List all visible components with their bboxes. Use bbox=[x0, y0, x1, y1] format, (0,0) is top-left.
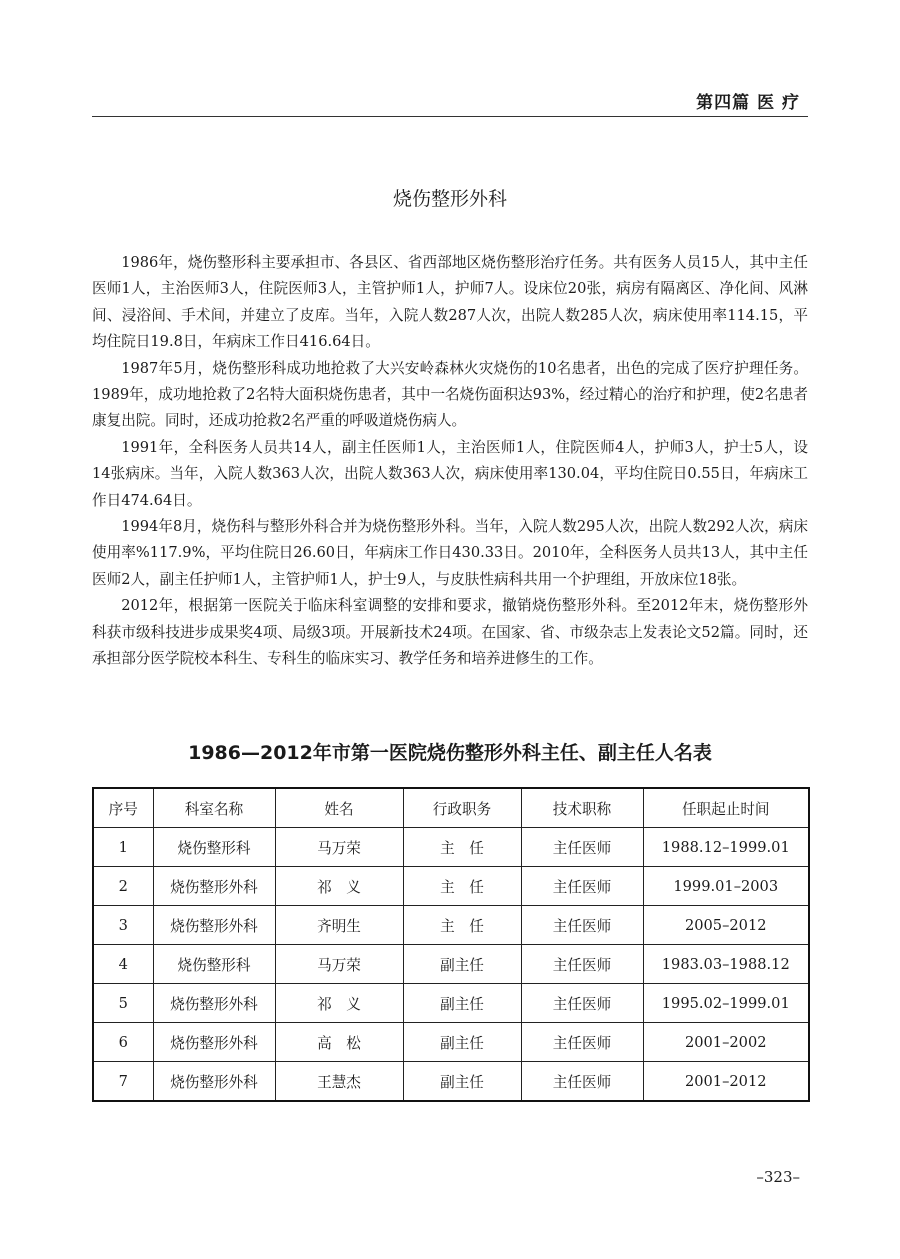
cell-admin-title: 主 任 bbox=[403, 828, 521, 867]
cell-tech-title: 主任医师 bbox=[521, 984, 643, 1023]
cell-tech-title: 主任医师 bbox=[521, 828, 643, 867]
cell-index: 7 bbox=[93, 1062, 153, 1102]
cell-index: 2 bbox=[93, 867, 153, 906]
paragraph: 1986年，烧伤整形科主要承担市、各县区、省西部地区烧伤整形治疗任务。共有医务人员15人，其中主任医师1人，主治医师3人，住院医师3人，主管护师1人，护师7人。设床位20张，病房有隔离区、净化间、风淋间、浸浴间、手术间，并建立了皮库。当年，入院人数287人次，出院人数285人次，病床使用率114.15，平均住院日19.8日，年病床工作日416.64日。 bbox=[92, 254, 808, 351]
paragraph: 1994年8月，烧伤科与整形外科合并为烧伤整形外科。当年，入院人数295人次，出院人数292人次，病床使用率%117.9%，平均住院日26.60日，年病床工作日430.33日。2010年，全科医务人员共13人，其中主任医师2人，副主任护师1人，主管护师1人，护士9人，与皮肤性病科共用一个护理组，开放床位18张。 bbox=[92, 518, 808, 588]
header-admin-title: 行政职务 bbox=[403, 788, 521, 828]
header-tech-title: 技术职称 bbox=[521, 788, 643, 828]
table-row bbox=[93, 1023, 809, 1062]
cell-department: 烧伤整形外科 bbox=[153, 984, 275, 1023]
header-department: 科室名称 bbox=[153, 788, 275, 828]
cell-name: 祁 义 bbox=[275, 984, 403, 1023]
cell-department: 烧伤整形科 bbox=[153, 828, 275, 867]
table-title: 1986—2012年市第一医院烧伤整形外科主任、副主任人名表 bbox=[188, 742, 712, 764]
cell-name: 马万荣 bbox=[275, 945, 403, 984]
cell-department: 烧伤整形外科 bbox=[153, 867, 275, 906]
cell-term: 1995.02–1999.01 bbox=[643, 984, 809, 1023]
cell-term: 1983.03–1988.12 bbox=[643, 945, 809, 984]
cell-admin-title: 副主任 bbox=[403, 945, 521, 984]
cell-term: 2005–2012 bbox=[643, 906, 809, 945]
cell-admin-title: 副主任 bbox=[403, 1023, 521, 1062]
running-header: 第四篇 医 疗 bbox=[696, 93, 800, 113]
header-term: 任职起止时间 bbox=[643, 788, 809, 828]
cell-admin-title: 副主任 bbox=[403, 984, 521, 1023]
cell-department: 烧伤整形外科 bbox=[153, 1023, 275, 1062]
cell-admin-title: 主 任 bbox=[403, 906, 521, 945]
table-row bbox=[93, 828, 809, 867]
cell-department: 烧伤整形外科 bbox=[153, 1062, 275, 1102]
section-title: 烧伤整形外科 bbox=[392, 188, 507, 210]
cell-name: 高 松 bbox=[275, 1023, 403, 1062]
table-header-row bbox=[93, 788, 809, 828]
paragraph: 1991年，全科医务人员共14人，副主任医师1人，主治医师1人，住院医师4人，护师3人，护士5人，设14张病床。当年，入院人数363人次，出院人数363人次，病床使用率130.04，平均住院日0.55日，年病床工作日474.64日。 bbox=[92, 438, 808, 509]
cell-term: 2001–2002 bbox=[643, 1023, 809, 1062]
cell-index: 1 bbox=[93, 828, 153, 867]
cell-name: 马万荣 bbox=[275, 828, 403, 867]
paragraph: 2012年，根据第一医院关于临床科室调整的安排和要求，撤销烧伤整形外科。至2012年末，烧伤整形外科获市级科技进步成果奖4项、局级3项。开展新技术24项。在国家、省、市级杂志上发表论文52篇。同时，还承担部分医学院校本科生、专科生的临床实习、教学任务和培养进修生的工作。 bbox=[92, 597, 808, 668]
cell-index: 4 bbox=[93, 945, 153, 984]
paragraph: 1987年5月，烧伤整形科成功地抢救了大兴安岭森林火灾烧伤的10名患者，出色的完成了医疗护理任务。1989年，成功地抢救了2名特大面积烧伤患者，其中一名烧伤面积达93%，经过精心的治疗和护理，使2名患者康复出院。同时，还成功抢救2名严重的呼吸道烧伤病人。 bbox=[92, 359, 808, 430]
cell-tech-title: 主任医师 bbox=[521, 1023, 643, 1062]
cell-department: 烧伤整形科 bbox=[153, 945, 275, 984]
header-index: 序号 bbox=[93, 788, 153, 828]
cell-term: 1999.01–2003 bbox=[643, 867, 809, 906]
cell-name: 王慧杰 bbox=[275, 1062, 403, 1102]
table-row bbox=[93, 945, 809, 984]
cell-department: 烧伤整形外科 bbox=[153, 906, 275, 945]
body-text bbox=[92, 250, 808, 673]
table-row bbox=[93, 1062, 809, 1102]
cell-name: 祁 义 bbox=[275, 867, 403, 906]
table-row bbox=[93, 906, 809, 945]
cell-admin-title: 主 任 bbox=[403, 867, 521, 906]
cell-admin-title: 副主任 bbox=[403, 1062, 521, 1102]
cell-index: 6 bbox=[93, 1023, 153, 1062]
cell-term: 2001–2012 bbox=[643, 1062, 809, 1102]
page-number: –323– bbox=[756, 1168, 800, 1186]
cell-index: 3 bbox=[93, 906, 153, 945]
director-table bbox=[92, 787, 810, 1102]
cell-index: 5 bbox=[93, 984, 153, 1023]
header-rule bbox=[92, 116, 808, 117]
header-name: 姓名 bbox=[275, 788, 403, 828]
cell-tech-title: 主任医师 bbox=[521, 867, 643, 906]
cell-term: 1988.12–1999.01 bbox=[643, 828, 809, 867]
cell-tech-title: 主任医师 bbox=[521, 906, 643, 945]
cell-name: 齐明生 bbox=[275, 906, 403, 945]
table-row bbox=[93, 867, 809, 906]
cell-tech-title: 主任医师 bbox=[521, 945, 643, 984]
table-row bbox=[93, 984, 809, 1023]
cell-tech-title: 主任医师 bbox=[521, 1062, 643, 1102]
